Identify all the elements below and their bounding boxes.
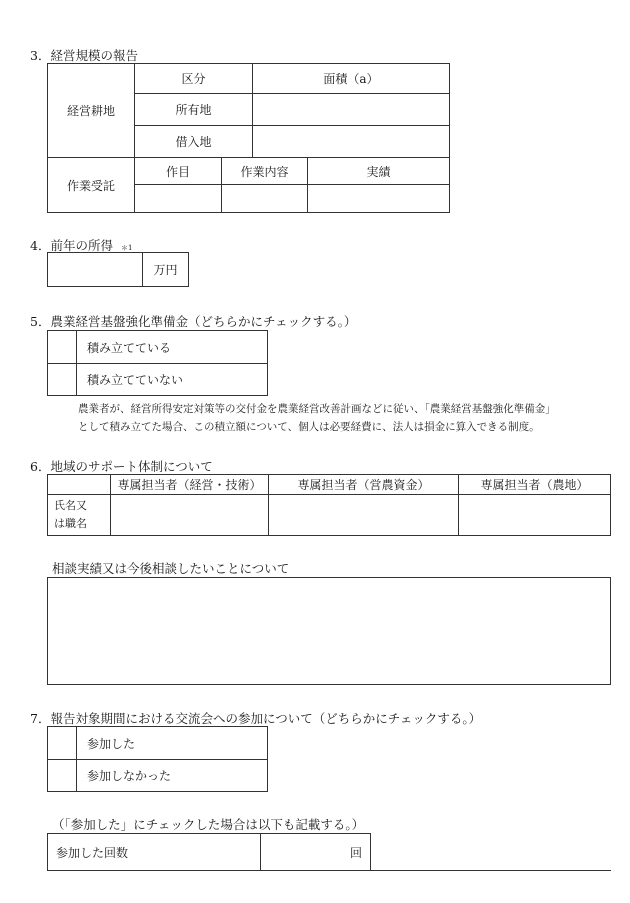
- not-attended-label: 参加しなかった: [76, 759, 268, 792]
- attendance-count-field[interactable]: [260, 833, 371, 871]
- reserve-no-label: 積み立てていない: [76, 363, 268, 396]
- reserve-yes-checkbox[interactable]: [47, 330, 77, 364]
- staff-funding-field[interactable]: [268, 494, 459, 536]
- reserve-no-checkbox[interactable]: [47, 363, 77, 396]
- bottom-rule: [370, 870, 611, 871]
- section-6-heading: 6．地域のサポート体制について: [30, 459, 213, 474]
- name-or-title-label-line-1: 氏名又: [54, 499, 87, 512]
- section-5-heading: 5．農業経営基盤強化準備金（どちらかにチェックする。）: [30, 314, 357, 329]
- section-7-heading: 7．報告対象期間における交流会への参加について（どちらかにチェックする。）: [30, 711, 482, 726]
- section-3-heading: 3．経営規模の報告: [30, 48, 138, 63]
- owned-land-area-field[interactable]: [252, 93, 450, 126]
- farmland-label: 経営耕地: [47, 63, 135, 158]
- name-or-title-label-line-2: は職名: [54, 517, 87, 530]
- staff-management-field[interactable]: [110, 494, 269, 536]
- consultation-textarea[interactable]: [47, 577, 611, 685]
- division-header: 区分: [134, 63, 253, 94]
- section-4-title: 4．前年の所得: [30, 238, 113, 253]
- crop-field[interactable]: [134, 184, 222, 213]
- attended-label: 参加した: [76, 726, 268, 760]
- not-attended-checkbox[interactable]: [47, 759, 77, 792]
- reserve-note-line-2: として積み立てた場合、この積立額について、個人は必要経費に、法人は損金に算入できる制度。: [78, 421, 540, 433]
- owned-land-label: 所有地: [134, 93, 253, 126]
- leased-land-label: 借入地: [134, 125, 253, 158]
- attended-sub-note: （「参加した」にチェックした場合は以下も記載する。）: [52, 817, 365, 832]
- reserve-yes-label: 積み立てている: [76, 330, 268, 364]
- staff-land-header: 専属担当者（農地）: [458, 474, 611, 495]
- results-header: 実績: [307, 157, 450, 185]
- support-table-corner: [47, 474, 111, 495]
- attendance-count-unit: 回: [349, 845, 362, 860]
- footnote-mark: ＊1: [120, 244, 133, 252]
- income-field[interactable]: [47, 252, 143, 287]
- staff-management-header: 専属担当者（経営・技術）: [110, 474, 269, 495]
- attended-checkbox[interactable]: [47, 726, 77, 760]
- work-content-field[interactable]: [221, 184, 308, 213]
- results-field[interactable]: [307, 184, 450, 213]
- staff-land-field[interactable]: [458, 494, 611, 536]
- area-header: 面積（a）: [252, 63, 450, 94]
- name-or-title-label: [47, 494, 111, 536]
- attendance-count-label: 参加した回数: [47, 833, 261, 871]
- leased-land-area-field[interactable]: [252, 125, 450, 158]
- reserve-note-line-1: 農業者が、経営所得安定対策等の交付金を農業経営改善計画などに従い、「農業経営基盤強化準備金」: [78, 403, 556, 415]
- contract-work-label: 作業受託: [47, 157, 135, 213]
- consultation-label: 相談実績又は今後相談したいことについて: [52, 561, 290, 576]
- income-unit: 万円: [142, 252, 189, 287]
- work-content-header: 作業内容: [221, 157, 308, 185]
- staff-funding-header: 専属担当者（営農資金）: [268, 474, 459, 495]
- crop-header: 作目: [134, 157, 222, 185]
